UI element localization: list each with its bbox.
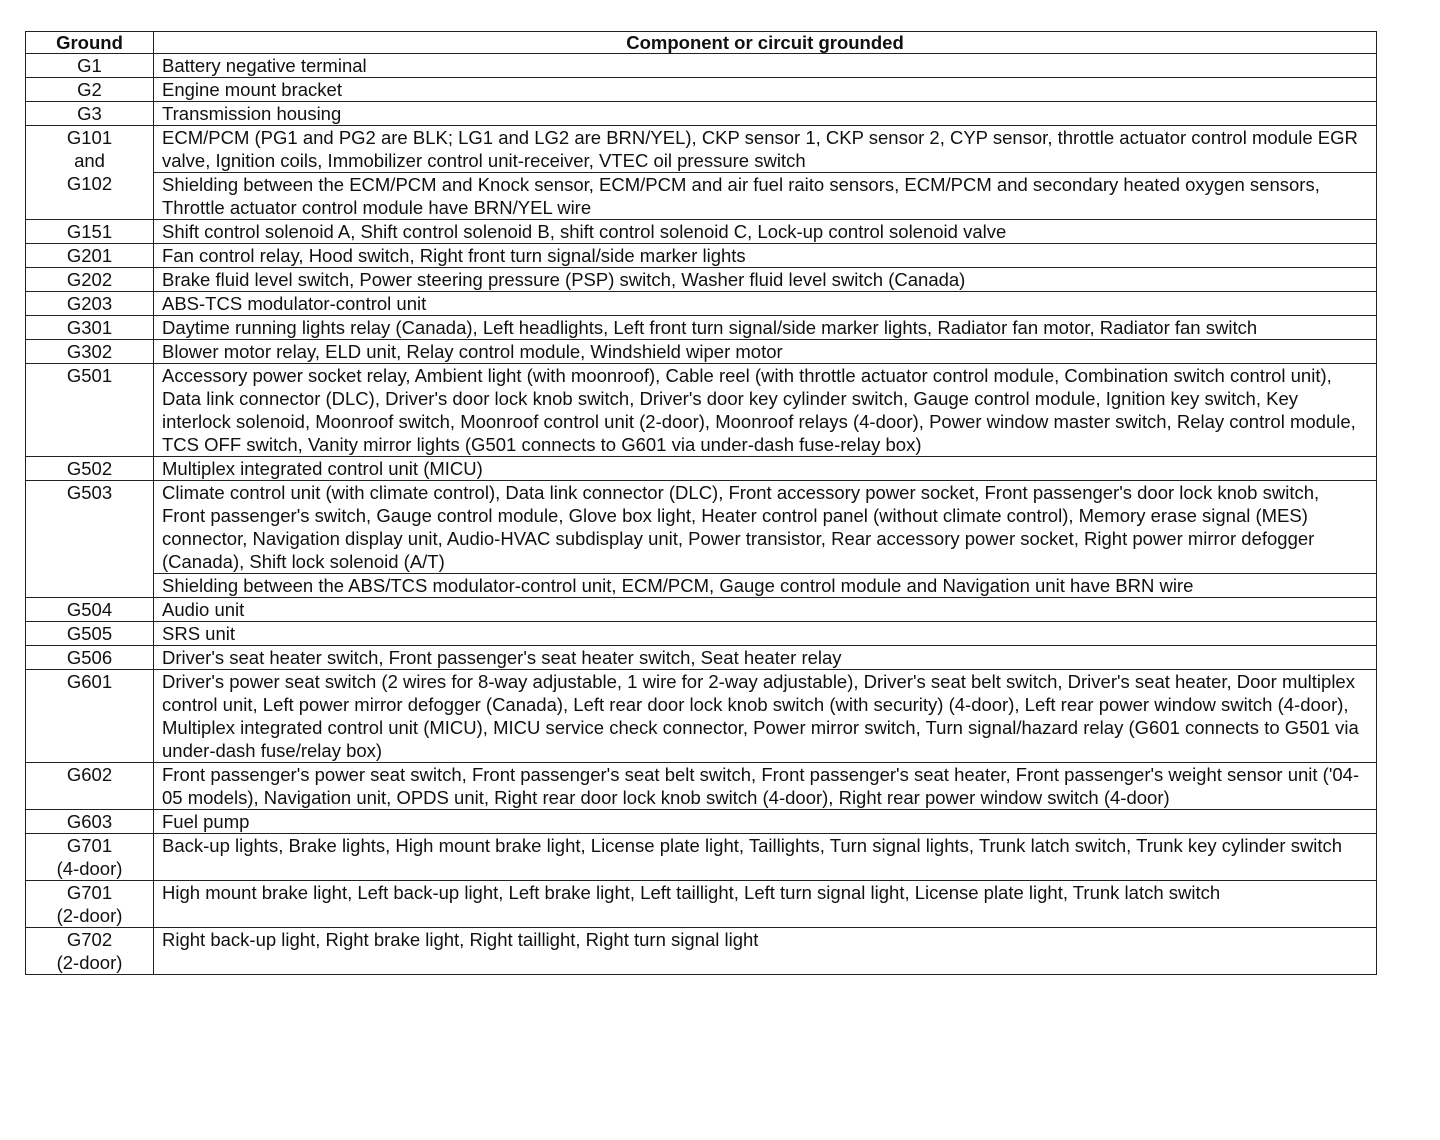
ground-id-line: G601 [66,671,113,692]
grounds-table-document [25,31,1376,975]
table-row [26,928,1377,975]
ground-id-cell [26,646,154,670]
header-component: Component or circuit grounded [154,32,1377,54]
component-cell: Right back-up light, Right brake light, Right taillight, Right turn signal light [154,928,1377,975]
ground-id-line: and [74,150,105,171]
component-cell: Driver's power seat switch (2 wires for 8-way adjustable, 1 wire for 2-way adjustable), Driver's seat belt switch, Driver's seat heater, Door multiplex control unit, Left power mirror defogger (Canada), Left rear door lock knob switch (with security) (4-door), Left rear power window switch (4-door), Multiplex integrated control unit (MICU), MICU service check connector, Power mirror switch, Turn signal/hazard relay (G601 connects to G501 via under-dash fuse/relay box) [154,670,1377,763]
ground-id-cell [26,54,154,78]
component-cell: SRS unit [154,622,1377,646]
ground-id-line: G3 [77,103,102,124]
ground-id-cell [26,763,154,810]
ground-id-cell [26,622,154,646]
component-cell: Driver's seat heater switch, Front passenger's seat heater switch, Seat heater relay [154,646,1377,670]
ground-id-cell [26,316,154,340]
table-row [26,364,1377,457]
table-row [26,810,1377,834]
component-cell: Accessory power socket relay, Ambient light (with moonroof), Cable reel (with throttle actuator control module, Combination switch control unit), Data link connector (DLC), Driver's door lock knob switch, Driver's door key cylinder switch, Gauge control module, Ignition key switch, Key interlock solenoid, Moonroof switch, Moonroof control unit (2-door), Moonroof relays (4-door), Power window master switch, Relay control module, TCS OFF switch, Vanity mirror lights (G501 connects to G601 via under-dash fuse-relay box) [154,364,1377,457]
component-cell: High mount brake light, Left back-up light, Left brake light, Left taillight, Left turn signal light, License plate light, Trunk latch switch [154,881,1377,928]
table-body [26,54,1377,975]
component-cell: Shielding between the ABS/TCS modulator-control unit, ECM/PCM, Gauge control module and Navigation unit have BRN wire [154,574,1377,598]
ground-id-line: G201 [66,245,113,266]
ground-id-cell [26,220,154,244]
ground-id-line: G2 [77,79,102,100]
ground-id-line: G151 [66,221,113,242]
ground-id-line: G602 [66,764,113,785]
ground-id-line: G1 [77,55,102,76]
table-row [26,574,1377,598]
table-row [26,834,1377,881]
ground-id-line: G101 [66,127,113,148]
ground-id-line: G603 [66,811,113,832]
table-row [26,292,1377,316]
ground-id-line: G503 [66,482,113,503]
ground-id-line: G505 [66,623,113,644]
ground-id-cell [26,834,154,881]
ground-id-cell [26,292,154,316]
table-row [26,126,1377,173]
ground-id-cell [26,78,154,102]
ground-id-line: (4-door) [56,858,123,879]
component-cell: Climate control unit (with climate control), Data link connector (DLC), Front accessory power socket, Front passenger's door lock knob switch, Front passenger's switch, Gauge control module, Glove box light, Heater control panel (without climate control), Memory erase signal (MES) connector, Navigation display unit, Audio-HVAC subdisplay unit, Power transistor, Rear accessory power socket, Right power mirror defogger (Canada), Shift lock solenoid (A/T) [154,481,1377,574]
grounds-table [25,31,1377,975]
table-row [26,481,1377,574]
table-row [26,244,1377,268]
ground-id-cell [26,810,154,834]
ground-id-cell [26,102,154,126]
ground-id-line: G302 [66,341,113,362]
table-row [26,881,1377,928]
component-cell: Transmission housing [154,102,1377,126]
component-cell: Engine mount bracket [154,78,1377,102]
table-row [26,316,1377,340]
ground-id-cell [26,364,154,457]
table-row [26,173,1377,220]
ground-id-line: G502 [66,458,113,479]
table-row [26,54,1377,78]
component-cell: Fan control relay, Hood switch, Right front turn signal/side marker lights [154,244,1377,268]
table-row [26,598,1377,622]
table-header-row [26,32,1377,54]
component-cell: Audio unit [154,598,1377,622]
component-cell: Daytime running lights relay (Canada), Left headlights, Left front turn signal/side marker lights, Radiator fan motor, Radiator fan switch [154,316,1377,340]
ground-id-cell [26,457,154,481]
ground-id-cell [26,881,154,928]
ground-id-line: (2-door) [56,905,123,926]
ground-id-line: G701 [66,835,113,856]
ground-id-cell [26,340,154,364]
ground-id-cell [26,928,154,975]
table-row [26,102,1377,126]
ground-id-cell [26,481,154,598]
table-row [26,763,1377,810]
component-cell: ABS-TCS modulator-control unit [154,292,1377,316]
component-cell: Back-up lights, Brake lights, High mount brake light, License plate light, Taillights, Turn signal lights, Trunk latch switch, Trunk key cylinder switch [154,834,1377,881]
header-ground: Ground [26,32,154,54]
ground-id-line: G301 [66,317,113,338]
ground-id-cell [26,268,154,292]
ground-id-line: G202 [66,269,113,290]
table-row [26,220,1377,244]
ground-id-line: G102 [66,173,113,194]
ground-id-line: (2-door) [56,952,123,973]
component-cell: Battery negative terminal [154,54,1377,78]
table-row [26,622,1377,646]
component-cell: ECM/PCM (PG1 and PG2 are BLK; LG1 and LG2 are BRN/YEL), CKP sensor 1, CKP sensor 2, CYP sensor, throttle actuator control module EGR valve, Ignition coils, Immobilizer control unit-receiver, VTEC oil pressure switch [154,126,1377,173]
ground-id-line: G504 [66,599,113,620]
ground-id-cell [26,126,154,220]
table-row [26,646,1377,670]
ground-id-cell [26,670,154,763]
component-cell: Multiplex integrated control unit (MICU) [154,457,1377,481]
table-row [26,78,1377,102]
table-row [26,268,1377,292]
component-cell: Shielding between the ECM/PCM and Knock sensor, ECM/PCM and air fuel raito sensors, ECM/PCM and secondary heated oxygen sensors, Throttle actuator control module have BRN/YEL wire [154,173,1377,220]
component-cell: Front passenger's power seat switch, Front passenger's seat belt switch, Front passenger's seat heater, Front passenger's weight sensor unit ('04-05 models), Navigation unit, OPDS unit, Right rear door lock knob switch (4-door), Right rear power window switch (4-door) [154,763,1377,810]
ground-id-cell [26,244,154,268]
ground-id-line: G702 [66,929,113,950]
ground-id-line: G506 [66,647,113,668]
component-cell: Fuel pump [154,810,1377,834]
component-cell: Brake fluid level switch, Power steering pressure (PSP) switch, Washer fluid level switch (Canada) [154,268,1377,292]
table-row [26,340,1377,364]
ground-id-cell [26,598,154,622]
ground-id-line: G501 [66,365,113,386]
ground-id-line: G701 [66,882,113,903]
component-cell: Blower motor relay, ELD unit, Relay control module, Windshield wiper motor [154,340,1377,364]
ground-id-line: G203 [66,293,113,314]
table-row [26,457,1377,481]
table-row [26,670,1377,763]
component-cell: Shift control solenoid A, Shift control solenoid B, shift control solenoid C, Lock-up control solenoid valve [154,220,1377,244]
